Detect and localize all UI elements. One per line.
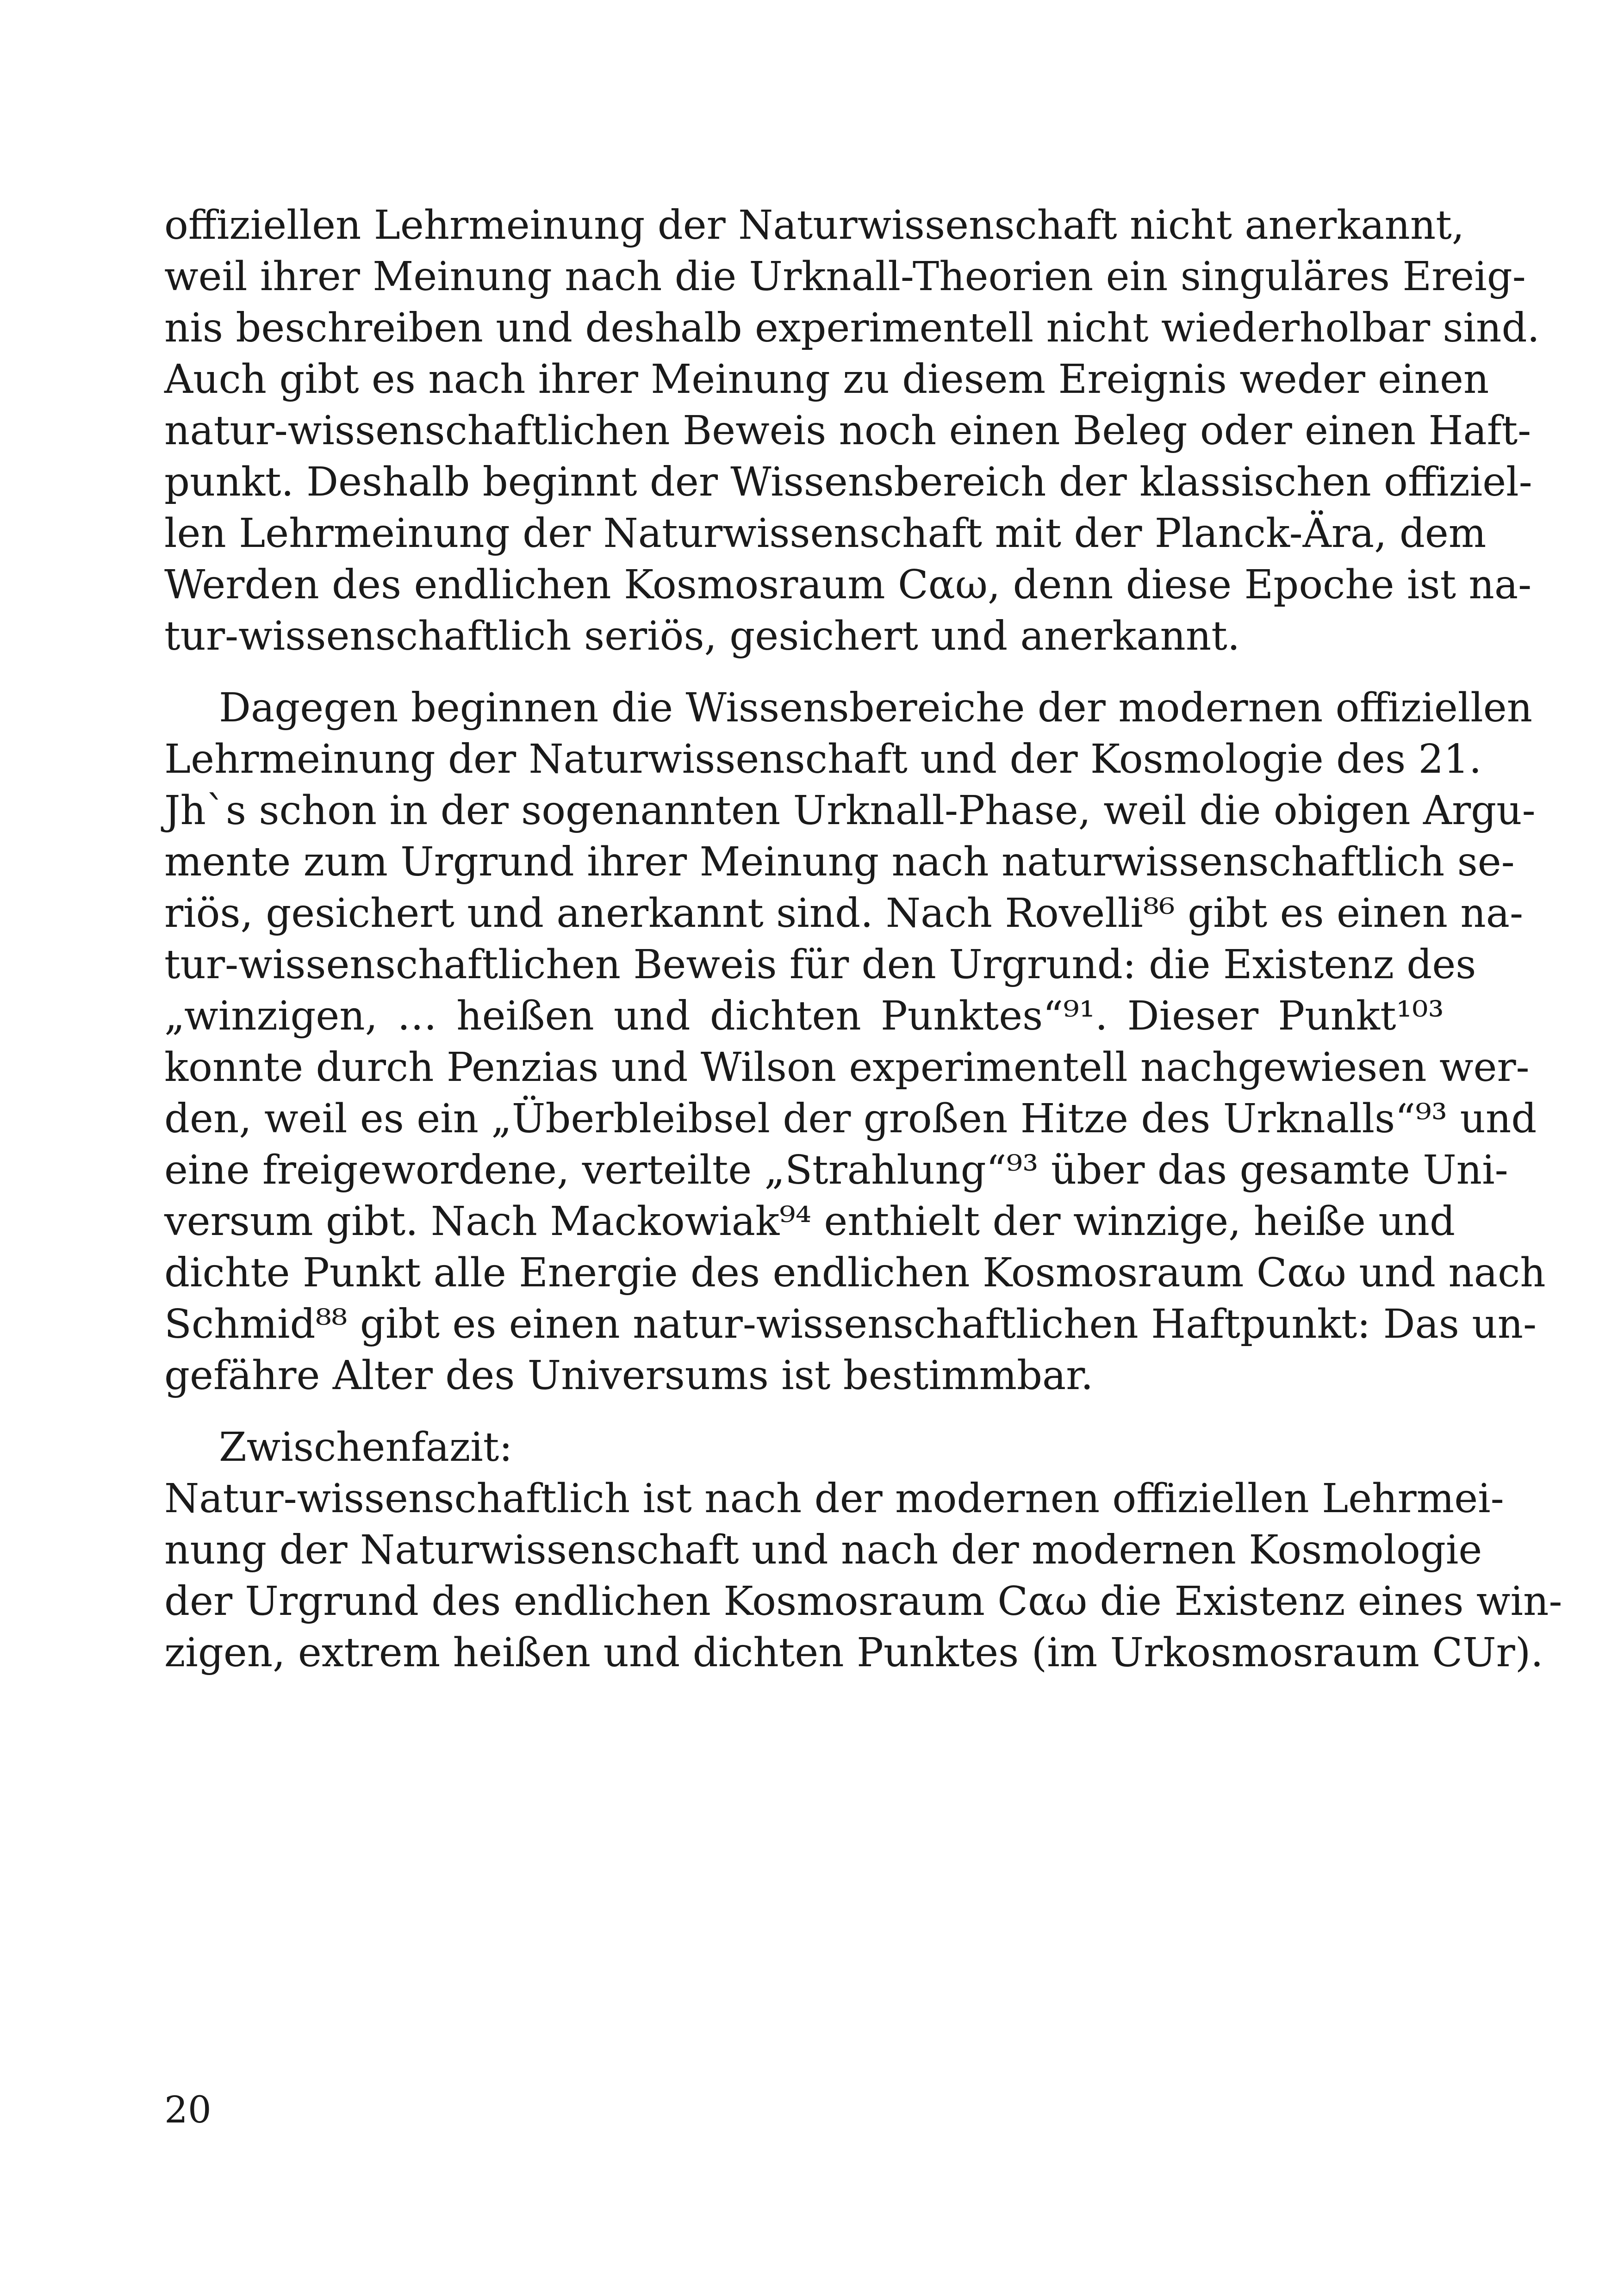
text-line: len Lehrmeinung der Naturwissenschaft mit der Planck-Ära, dem [164, 510, 1487, 557]
text-line: Auch gibt es nach ihrer Meinung zu diesem Ereignis weder einen [164, 356, 1489, 403]
text-line: tur-wissenschaftlichen Beweis für den Urgrund: die Existenz des [164, 942, 1476, 988]
text-line: natur-wissenschaftlichen Beweis noch einen Beleg oder einen Haft- [164, 408, 1531, 454]
text-line: Jh`s schon in der sogenannten Urknall-Phase, weil die obigen Argu- [164, 788, 1536, 834]
text-line: mente zum Urgrund ihrer Meinung nach naturwissenschaftlich se- [164, 839, 1515, 885]
paragraph [164, 683, 1546, 1402]
text-line: weil ihrer Meinung nach die Urknall-Theorien ein singuläres Ereig- [164, 254, 1526, 300]
text-line: punkt. Deshalb beginnt der Wissensbereich der klassischen offiziel- [164, 459, 1532, 505]
text-line: zigen, extrem heißen und dichten Punktes (im Urkosmosraum CUr). [164, 1630, 1543, 1676]
text-line: „winzigen, … heißen und dichten Punktes“⁹¹. Dieser Punkt¹⁰³ [164, 993, 1444, 1039]
text-line: nis beschreiben und deshalb experimentell nicht wiederholbar sind. [164, 305, 1540, 351]
text-line: eine freigewordene, verteilte „Strahlung“⁹³ über das gesamte Uni- [164, 1147, 1508, 1193]
text-line: versum gibt. Nach Mackowiak⁹⁴ enthielt der winzige, heiße und [164, 1198, 1456, 1245]
text-line: Lehrmeinung der Naturwissenschaft und der Kosmologie des 21. [164, 736, 1482, 782]
text-line: Zwischenfazit: [219, 1424, 513, 1471]
text-line: dichte Punkt alle Energie des endlichen Kosmosraum Cαω und nach [164, 1250, 1546, 1296]
text-line: konnte durch Penzias und Wilson experimentell nachgewiesen wer- [164, 1044, 1530, 1091]
text-line: Werden des endlichen Kosmosraum Cαω, denn diese Epoche ist na- [164, 562, 1532, 608]
text-line: riös, gesichert und anerkannt sind. Nach Rovelli⁸⁶ gibt es einen na- [164, 890, 1524, 937]
text-line: Schmid⁸⁸ gibt es einen natur-wissenschaftlichen Haftpunkt: Das un- [164, 1301, 1537, 1347]
page-number: 20 [164, 2088, 212, 2131]
text-line: den, weil es ein „Überbleibsel der großen Hitze des Urknalls“⁹³ und [164, 1096, 1537, 1142]
text-line: gefähre Alter des Universums ist bestimmbar. [164, 1353, 1094, 1399]
text-line: tur-wissenschaftlich seriös, gesichert und anerkannt. [164, 613, 1240, 659]
text-line: der Urgrund des endlichen Kosmosraum Cαω die Existenz eines win- [164, 1578, 1562, 1625]
text-line: nung der Naturwissenschaft und nach der modernen Kosmologie [164, 1527, 1482, 1573]
page-body [164, 200, 1562, 1699]
text-line: offiziellen Lehrmeinung der Naturwissenschaft nicht anerkannt, [164, 202, 1465, 248]
paragraph [164, 1422, 1562, 1679]
paragraph [164, 200, 1540, 662]
text-line: Dagegen beginnen die Wissensbereiche der modernen offiziellen [219, 685, 1532, 731]
text-line: Natur-wissenschaftlich ist nach der modernen offiziellen Lehrmei- [164, 1476, 1504, 1522]
